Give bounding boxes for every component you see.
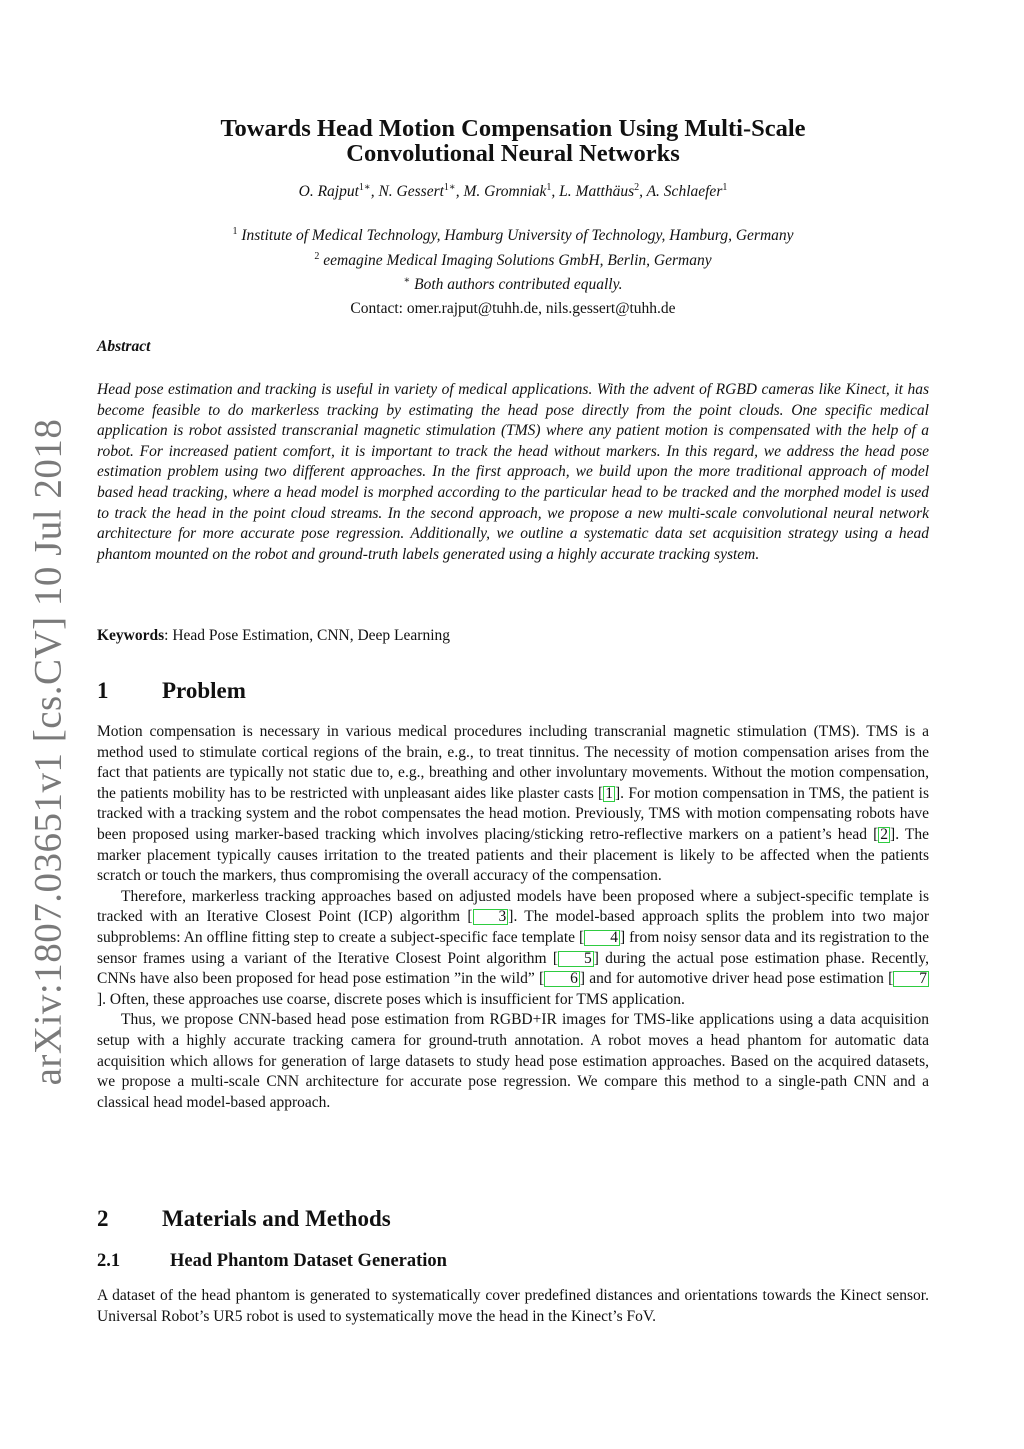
subsection-number: 2.1 (97, 1251, 121, 1271)
author-affiliation-mark: 1 (722, 182, 728, 193)
section-number: 2 (97, 1206, 109, 1231)
paragraph: Therefore, markerless tracking approaches based on adjusted models have been proposed where a subject-specific template is tracked with an Iterative Closest Point (ICP) algorithm [ 3 ]. The model-based approach splits the problem into two major subproblems: An offline fitting step to create a subject-specific face template [ 4 ] from noisy sensor data and its registration to the sensor frames using a variant of the Iterative Closest Point algorithm [ 5 ] during the actual pose estimation phase. Recently, CNNs have also been proposed for head pose estimation ”in the wild” [ 6 ] and for automotive driver head pose estimation [ 7]. Often, these approaches use coarse, discrete poses which is insufficient for TMS application. (97, 887, 930, 1008)
text-run: . The marker placement typically causes irritation to the treated patients and their placement is likely to be affected when the patients scratch or touch the markers, thus compromising the overall accuracy of the compensation. (97, 825, 929, 885)
affiliation-mark: 1 (232, 226, 238, 237)
section-title: Problem (162, 678, 246, 703)
keywords-label: Keywords (97, 627, 165, 644)
text-run: during the actual pose estimation phase. Recently, CNNs have also been proposed for head pose estimation ”in the wild” (97, 949, 930, 988)
author-name: N. Gessert (378, 183, 444, 201)
section-problem-body (97, 722, 929, 1113)
text-run: Motion compensation is necessary in various medical procedures including transcranial magnetic stimulation (TMS). TMS is a method used to stimulate cortical regions of the brain, e.g., to treat tinnitus. The necessity of motion compensation arises from the fact that patients are typically not static due to, e.g., breathing and other involuntary movements. Without the motion compensation, the patients mobility has to be restricted with unpleasant aides like plaster casts (97, 723, 929, 802)
abstract-text: Head pose estimation and tracking is useful in variety of medical applications. With the advent of RGBD cameras like Kinect, it has become feasible to do markerless tracking by estimating the head pose directly from the point clouds. One specific medical application is robot assisted transcranial magnetic stimulation (TMS) where any patient motion is compensated with the help of a robot. For increased patient comfort, it is important to track the head without markers. In this regard, we address the head pose estimation problem using two different approaches. In the first approach, we build upon the more traditional approach of model based head tracking, where a head model is morphed according to the particular head to be tracked and the morphed model is used to track the head in the point cloud streams. In the second approach, we propose a new multi-scale convolutional neural network architecture for more accurate pose regression. Additionally, we outline a systematic data set acquisition strategy using a head phantom mounted on the robot and ground-truth labels generated using a highly accurate tracking system. (97, 381, 929, 563)
keywords-line (97, 627, 450, 645)
arxiv-identifier-stamp: arXiv:1807.03651v1 [cs.CV] 10 Jul 2018 (26, 418, 70, 1086)
affiliation-mark: 2 (314, 250, 320, 262)
affiliation-text: eemagine Medical Imaging Solutions GmbH, Berlin, Germany (323, 251, 712, 269)
affiliation-line (97, 222, 929, 247)
title-line-1: Towards Head Motion Compensation Using Multi-Scale (220, 115, 806, 142)
author-name: O. Rajput (298, 183, 359, 201)
text-run: . Often, these approaches use coarse, discrete poses which is insufficient for TMS application. (102, 990, 685, 1008)
paper-title (97, 116, 929, 166)
affiliation-line (97, 247, 929, 272)
text-run: Therefore, markerless tracking approaches based on adjusted models have been proposed where a subject-specific template is tracked with an Iterative Closest Point (ICP) algorithm (97, 887, 929, 926)
affiliation-text: Institute of Medical Technology, Hamburg University of Technology, Hamburg, Germany (241, 227, 794, 245)
citation-link[interactable]: 2 (880, 825, 889, 843)
text-run: . For motion compensation in TMS, the patient is tracked with a tracking system and the robot compensates the head motion. Previously, TMS with motion compensating robots have been proposed using marker-based tracking which involves placing/sticking retro-reflective markers on a patient’s head (97, 784, 929, 843)
paragraph: A dataset of the head phantom is generated to systematically cover predefined distances and orientations towards the Kinect sensor. Universal Robot’s UR5 robot is used to systematically move the head in the Kinect’s FoV. (97, 1287, 929, 1325)
subsection-heading-dataset-generation (97, 1251, 447, 1272)
author-affiliation-mark: 2 (634, 182, 640, 193)
author-name: M. Gromniak (463, 183, 547, 201)
text-run: and for automotive driver head pose estimation (585, 970, 889, 988)
citation-link[interactable]: 4 (584, 930, 620, 946)
affiliation-mark: ∗ (403, 275, 411, 287)
text-run: from noisy sensor data and its registration to the sensor frames using a variant of the Iterative Closest Point algorithm (97, 928, 929, 967)
abstract-heading: Abstract (97, 338, 151, 355)
title-line-2: Convolutional Neural Networks (346, 140, 680, 167)
keywords-list: : Head Pose Estimation, CNN, Deep Learning (164, 627, 450, 644)
affiliation-text: Both authors contributed equally. (414, 276, 623, 294)
author-list: O. Rajput$^{1∗}$, N. Gessert$^{1∗}$, M. Gromniak$^1$, L. Matthäus$^2$, A. Schlaefer$^1$ (298, 182, 728, 201)
citation-link[interactable]: 7 (893, 971, 929, 987)
section-heading-problem (97, 678, 246, 704)
author-affiliation-mark: 1∗ (358, 182, 371, 193)
affiliation-list (97, 222, 929, 296)
citation-link[interactable]: 1 (605, 784, 613, 802)
section-number: 1 (97, 678, 109, 703)
section-title: Materials and Methods (162, 1206, 391, 1231)
citation-link[interactable]: 5 (558, 951, 594, 967)
paragraph: Motion compensation is necessary in various medical procedures including transcranial magnetic stimulation (TMS). TMS is a method used to stimulate cortical regions of the brain, e.g., to treat tinnitus. The necessity of motion compensation arises from the fact that patients are typically not static due to, e.g., breathing and other involuntary movements. Without the motion compensation, the patients mobility has to be restricted with unpleasant aides like plaster casts [ 1 ]. For motion compensation in TMS, the patient is tracked with a tracking system and the robot compensates the head motion. Previously, TMS with motion compensating robots have been proposed using marker-based tracking which involves placing/sticking retro-reflective markers on a patient’s head [ 2 ]. The marker placement typically causes irritation to the treated patients and their placement is likely to be affected when the patients scratch or touch the markers, thus compromising the overall accuracy of the compensation. (97, 723, 929, 885)
text-run: . The model-based approach splits the problem into two major subproblems: An offline fitting step to create a subject-specific face template (97, 908, 930, 946)
citation-link[interactable]: 3 (473, 909, 509, 925)
contact-line: Contact: omer.rajput@tuhh.de, nils.gessert@tuhh.de (350, 300, 676, 317)
subsection-dataset-body (97, 1286, 929, 1327)
paragraph: Thus, we propose CNN-based head pose estimation from RGBD+IR images for TMS-like applications using a data acquisition setup with a highly accurate tracking camera for ground-truth annotation. A robot moves a head phantom for automatic data acquisition which allows for generation of large datasets to study head pose estimation approaches. Based on the acquired datasets, we propose a multi-scale CNN architecture for accurate pose regression. We compare this method to a single-path CNN and a classical head model-based approach. (97, 1011, 929, 1111)
author-name: A. Schlaefer (646, 183, 723, 201)
section-heading-materials-methods (97, 1206, 391, 1232)
affiliation-line (97, 271, 929, 296)
citation-link[interactable]: 6 (544, 971, 580, 987)
author-affiliation-mark: 1∗ (443, 182, 456, 193)
subsection-title: Head Phantom Dataset Generation (170, 1251, 447, 1271)
author-name: L. Matthäus (559, 183, 635, 201)
author-affiliation-mark: 1 (546, 182, 552, 193)
